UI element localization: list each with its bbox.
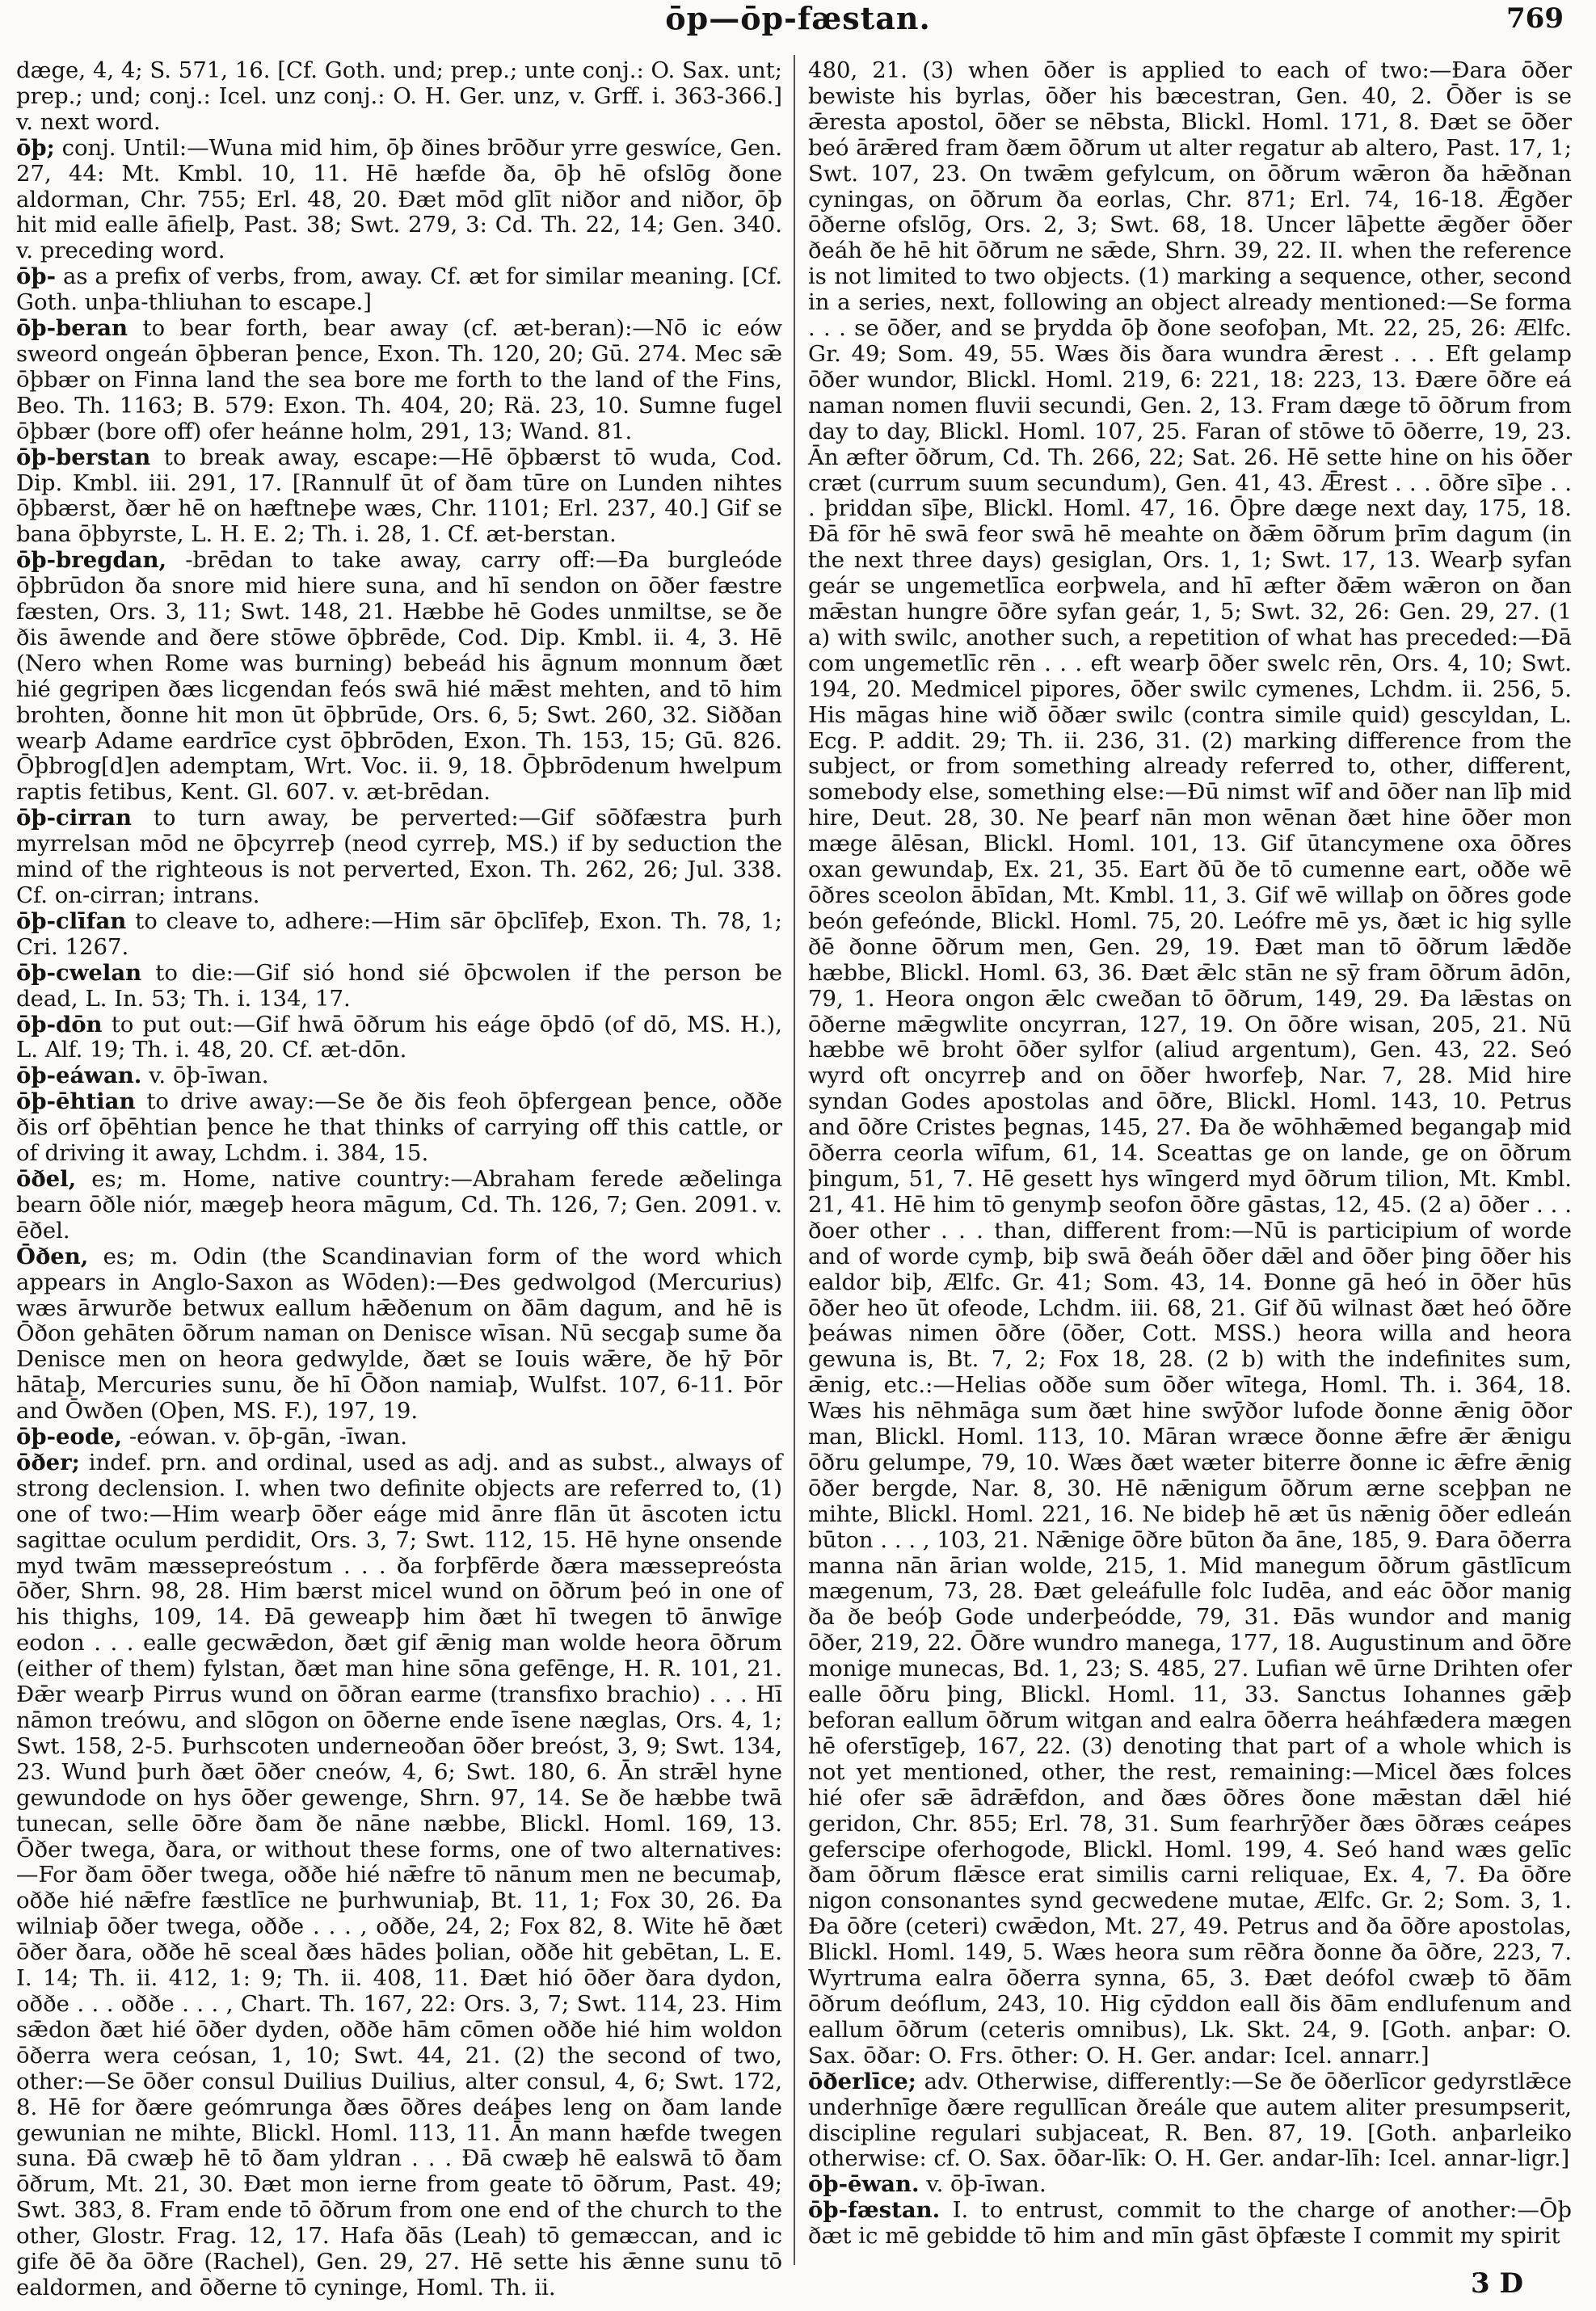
entry-text: to break away, escape:—Hē ōþbærst tō wuda, Cod. Dip. Kmbl. iii. 291, 17. [Rannulf ūt of ðam tūre on Lunden nihtes ōþbærst, ðær hē on hæftneþe wæs, Chr. 1101; Erl. 237, 40.] Gif se bana ōþbyrste, L. H. E. 2; Th. i. 28, 1. Cf. æt-berstan. xyxy=(16,444,782,548)
entry-text: to bear forth, bear away (cf. æt-beran):—Nō ic eów sweord ongeán ōþberan þence, Exon. Th. 120, 20; Gū. 274. Mec sǣ ōþbær on Finna land the sea bore me forth to the land of the Fins, Beo. Th. 1163; B. 579: Exon. Th. 404, 20; Rä. 23, 10. Sumne fugel ōþbær (bore off) ofer heánne holm, 291, 13; Wand. 81. xyxy=(16,315,782,444)
headword: ōþ-bregdan, xyxy=(16,547,167,574)
entry-text: es; m. Home, native country:—Abraham ferede æðelinga bearn ōðle niór, mægeþ heora māgum, Cd. Th. 126, 7; Gen. 2091. v. ēðel. xyxy=(16,1165,783,1244)
headword: ōðel, xyxy=(16,1165,77,1192)
column-divider xyxy=(794,55,795,2265)
dictionary-entry xyxy=(16,1167,782,1244)
dictionary-entry xyxy=(808,2069,1572,2173)
dictionary-entry xyxy=(16,1244,782,1425)
page-header xyxy=(0,0,1596,42)
dictionary-entry xyxy=(16,548,782,806)
dictionary-entry xyxy=(808,2198,1572,2250)
dictionary-entry xyxy=(16,806,782,909)
entry-text: dæge, 4, 4; S. 571, 16. [Cf. Goth. und; prep.; unte conj.: O. Sax. unt; prep.; und; conj.: Icel. unz conj.: O. H. Ger. unz, v. Grff. i. 363-366.] v. next word. xyxy=(16,57,782,135)
headword: ōþ-berstan xyxy=(16,444,151,470)
headword: ōþ-ēhtian xyxy=(16,1088,136,1115)
entry-text: -eówan. v. ōþ-gān, -īwan. xyxy=(128,1424,408,1450)
headword: ōþ; xyxy=(16,134,55,161)
dictionary-entry xyxy=(16,1450,782,2301)
signature-mark: 3 D xyxy=(1471,2267,1523,2300)
dictionary-entry xyxy=(16,1089,782,1167)
entry-text: v. ōþ-īwan. xyxy=(149,1063,269,1089)
headword: ōþ-clīfan xyxy=(16,907,127,934)
dictionary-entry xyxy=(16,961,782,1012)
dictionary-entry xyxy=(16,316,782,445)
dictionary-entry xyxy=(16,1012,782,1064)
entry-text: to die:—Gif sió hond sié ōþcwolen if the person be dead, L. In. 53; Th. i. 134, 17. xyxy=(16,959,782,1012)
headword: ōþ-ēwan. xyxy=(808,2171,920,2198)
dictionary-entry xyxy=(16,909,782,961)
dictionary-entry xyxy=(16,58,782,136)
entry-text: to drive away:—Se ðe ðis feoh ōþfergean þence, oððe ðis orf ōþēhtian þence he that thinks of carrying off this cattle, or of driving it away, Lchdm. i. 384, 15. xyxy=(16,1088,782,1167)
headword: ōþ-eáwan. xyxy=(16,1063,142,1089)
headword: ōþ- xyxy=(16,263,56,290)
running-head: ōp—ōp-fæstan. xyxy=(665,0,931,36)
left-column xyxy=(16,57,783,2300)
headword: Ōðen, xyxy=(16,1243,89,1269)
headword: ōþ-cwelan xyxy=(16,959,142,986)
headword: ōþ-cirran xyxy=(16,805,132,831)
dictionary-entry xyxy=(16,1063,782,1089)
entry-text: conj. Until:—Wuna mid him, ōþ ðines brōður yrre geswíce, Gen. 27, 44: Mt. Kmbl. 10, 11. Hē hæfde ða, ōþ hē ofslōg ðone aldorman, Chr. 755; Erl. 48, 20. Ðæt mōd glīt niðor and niðor, ōþ hit mid ealle āfielþ, Past. 38; Swt. 279, 3: Cd. Th. 22, 14; Gen. 340. v. preceding word. xyxy=(16,134,782,264)
entry-text: to cleave to, adhere:—Him sār ōþclīfeþ, Exon. Th. 78, 1; Cri. 1267. xyxy=(16,907,782,960)
entry-text: es; m. Odin (the Scandinavian form of the word which appears in Anglo-Saxon as Wōden):—Ðes gedwolgod (Mercurius) wæs ārwurðe betwux eallum hǣðenum on ðām dagum, and hē is Ōðon gehāten ōðrum naman on Denisce wīsan. Nū secgaþ sume ða Denisce men on heora gedwylde, ðæt se Iouis wǣre, ðe hȳ Þōr hātaþ, Mercuries sunu, ðe hī Ōðon namiaþ, Wulfst. 107, 6-11. Þōr and Ōwðen (Oþen, MS. F.), 197, 19. xyxy=(16,1243,782,1425)
dictionary-entry xyxy=(16,264,782,316)
entry-text: adv. Otherwise, differently:—Se ðe ōðerlīcor gedyrstlǣce underhnīge ðære regullīcan ðreále que autem aliter presumpserit, discipline regulari subjaceat, R. Ben. 87, 19. [Goth. anþarleiko otherwise: cf. O. Sax. ōðar-līk: O. H. Ger. andar-līh: Icel. annar-ligr.] xyxy=(808,2068,1572,2172)
dictionary-entry xyxy=(16,445,782,549)
entry-text: I. to entrust, commit to the charge of another:—Ōþ ðæt ic mē gebidde tō him and mīn gāst ōþfæste I commit my spirit xyxy=(808,2197,1572,2250)
dictionary-entry xyxy=(808,58,1572,2069)
headword: ōþ-dōn xyxy=(16,1011,103,1038)
entry-text: 480, 21. (3) when ōðer is applied to each of two:—Ðara ōðer bewiste his byrlas, ōðer his bæcestran, Gen. 40, 2. Ōðer is se ǣresta apostol, ōðer se nēbsta, Blickl. Homl. 171, 8. Ðæt se ōðer beó ārǣred fram ðæm ōðrum ut alter regatur ab altero, Past. 17, 1; Swt. 107, 23. On twǣm gefylcum, on ōðrum wǣron ða hǣðnan cyningas, on ōðrum ða eorlas, Chr. 871; Erl. 74, 16-18. Ǣgðer ōðerne ofslōg, Ors. 2, 3; Swt. 68, 18. Uncer lāþette ǣgðer ōðer ðeáh ðe hē hit ōðrum ne sǣde, Shrn. 39, 22. II. when the reference is not limited to two objects. (1) marking a sequence, other, second in a series, next, following an object already mentioned:—Se forma . . . se ōðer, and se þrydda ōþ ðone seofoþan, Mt. 22, 25, 26: Ælfc. Gr. 49; Som. 49, 55. Wæs ðis ðara wundra ǣrest . . . Eft gelamp ōðer wundor, Blickl. Homl. 219, 6: 221, 18: 223, 13. Ðære ōðre eá naman nomen fluvii secundi, Gen. 2, 13. Fram dæge tō ōðrum from day to day, Blickl. Homl. 107, 25. Faran of stōwe tō ōðerre, 19, 23. Ān æfter ōðrum, Cd. Th. 266, 22; Sat. 26. Hē sette hine on his ōðer cræt (currum suum secundum), Gen. 41, 43. Ǣrest . . . ōðre sīþe . . . þriddan sīþe, Blickl. Homl. 47, 16. Ōþre dæge next day, 175, 18. Ðā fōr hē swā feor swā hē meahte on ðǣm ōðrum þrīm dagum (in the next three days) gesiglan, Ors. 1, 1; Swt. 17, 13. Wearþ syfan geár se ungemetlīca eorþwela, and hī æfter ðǣm wǣron on ðan mǣstan hungre ōðre syfan geár, 1, 5; Swt. 32, 26: Gen. 29, 27. (1 a) with swilc, another such, a repetition of what has preceded:—Ðā com ungemetlīc rēn . . . eft wearþ ōðer swelc rēn, Ors. 4, 10; Swt. 194, 20. Medmicel pipores, ōðer swilc cymenes, Lchdm. ii. 256, 5. His māgas hine wið ōðær swilc (contra simile quid) gescyldan, L. Ecg. P. addit. 29; Th. ii. 236, 31. (2) marking difference from the subject, or from something already referred to, other, different, somebody else, something else:—Ðū nimst wīf and ōðer nan līþ mid hire, Deut. 28, 30. Ne þearf nān mon wēnan ðæt hine ōðer mon mæge ālēsan, Blickl. Homl. 101, 13. Gif ūtancymene oxa ōðres oxan gewundaþ, Ex. 21, 35. Eart ðū ðe tō cumenne eart, oððe wē ōðres sceolon ābīdan, Mt. Kmbl. 11, 3. Gif wē willaþ on ōðres gode beón gefeónde, Blickl. Homl. 75, 20. Leófre mē ys, ðæt ic hig sylle ðē ðonne ōðrum men, Gen. 29, 19. Ðæt man tō ōðrum lǣdðe hæbbe, Blickl. Homl. 63, 36. Ðæt ǣlc stān ne sȳ fram ōðrum ādōn, 79, 1. Heora ongon ǣlc cweðan tō ōðrum, 149, 29. Ða lǣstas on ōðerne mǣgwlite oncyrran, 127, 19. On ōðre wisan, 205, 21. Nū hæbbe wē broht ōðer sylfor (aliud argentum), Gen. 43, 22. Seó wyrd oft oncyrreþ and on ōðer hworfeþ, Nar. 7, 28. Mid hire syndan Godes apostolas and ōðre, Blickl. Homl. 143, 10. Petrus and ōðre Cristes þegnas, 145, 27. Ða ðe wōhhǣmed begangaþ mid ōðerra ceorla wīfum, 61, 14. Sceattas ge on lande, ge on ōðrum þingum, 51, 7. Hē gesett hys wīngerd myd ōðrum tilion, Mt. Kmbl. 21, 41. Hē him tō genymþ seofon ōðre gāstas, 12, 45. (2 a) ōðer . . . ðoer other . . . than, different from:—Nū is participium of worde and of worde cymþ, biþ swā ðeáh ōðer dǣl and ōðer þing ōðer his ealdor biþ, Ælfc. Gr. 41; Som. 43, 14. Ðonne gā heó in ōðer hūs ōðer heo ūt ofeode, Lchdm. iii. 68, 21. Gif ðū wilnast ðæt heó ōðre þeáwas nimen ōðre (ōðer, Cott. MSS.) heora willa and heora gewuna is, Bt. 7, 2; Fox 18, 28. (2 b) with the indefinites sum, ǣnig, etc.:—Helias oððe sum ōðer wītega, Homl. Th. i. 364, 18. Wæs his nēhmāga sum ðæt hine swȳðor lufode ðonne ǣnig ōðor man, Blickl. Homl. 113, 10. Māran wræce ðonne ǣfre ǣr ǣnigu ōðru gelumpe, 79, 10. Wæs ðæt wæter biterre ðonne ic ǣfre ǣnig ōðer bergde, Nar. 8, 30. Hē nǣnigum ōðrum ærne sceþþan ne mihte, Blickl. Homl. 221, 16. Ne bideþ hē æt ūs nǣnig ōðer edleán būton . . . , 103, 21. Nǣnige ōðre būton ða āne, 185, 9. Ðara ōðerra manna nān ārian wolde, 215, 1. Mid manegum ōðrum gāstlīcum mægenum, 73, 28. Ðæt geleáfulle folc Iudēa, and eác ōðor manig ða ðe beóþ Gode underþeódde, 79, 31. Ðās wundor and manig ōðer, 219, 22. Ōðre wundro manega, 177, 18. Augustinum and ōðre monige munecas, Bd. 1, 23; S. 485, 27. Lufian wē ūrne Drihten ofer ealle ōðru þing, Blickl. Homl. 11, 33. Sanctus Iohannes gǣþ beforan eallum ōðrum witgan and ealra ōðerra heáhfæderа mægen hē oferstīgeþ, 167, 22. (3) denoting that part of a whole which is not yet mentioned, other, the rest, remaining:—Micel ðæs folces hié ofer sǣ ādrǣfdon, and ðæs ōðres ðone mǣstan dǣl hié geridon, Chr. 855; Erl. 78, 31. Sum fearhrȳðer ðæs ōðræs ceápes geferscipe oferhogode, Blickl. Homl. 199, 4. Seó hand wæs gelīc ðam ōðrum flǣsce erat similis carni reliquae, Ex. 4, 7. Ða ōðre nigon consonantes synd gecwedene mutae, Ælfc. Gr. 2; Som. 3, 1. Ða ōðre (ceteri) cwǣdon, Mt. 27, 49. Petrus and ða ōðre apostolas, Blickl. Homl. 149, 5. Wæs heora sum rēðra ðonne ða ōðre, 223, 7. Wyrtruma ealra ōðerra synna, 65, 3. Ðæt deófol cwæþ tō ðām ōðrum deóflum, 243, 10. Hig cȳddon eall ðis ðām endlufenum and eallum ōðrum (ceteris omnibus), Lk. Skt. 24, 9. [Goth. anþar: O. Sax. ōðar: O. Frs. ōther: O. H. Ger. andar: Icel. annarr.] xyxy=(808,57,1572,2069)
entry-text: indef. prn. and ordinal, used as adj. and as subst., always of strong declension. I. when two definite objects are referred to, (1) one of two:—Him wearþ ōðer eáge mid ānre flān ūt āscoten ictu sagittae oculum perdidit, Ors. 3, 7; Swt. 112, 15. Hē hyne onsende myd twām mæssepreóstum . . . ða forþfērde ðæra mæssepreósta ōðer, Shrn. 98, 28. Him bærst micel wund on ōðrum þeó in one of his thighs, 109, 14. Ðā geweарþ him ðæt hī twegen tō ānwīge eodon . . . ealle gecwǣdon, ðæt gif ǣnig man wolde heora ōðrum (either of them) fylstan, ðæt man hine sōna gefēnge, H. R. 101, 21. Ðǣr wearþ Pirrus wund on ōðran earme (transfixo brachio) . . . Hī nāmon treówu, and slōgon on ōðerne ende īsene næglas, Ors. 4, 1; Swt. 158, 2-5. Þurhscoten underneoðan ōðer breóst, 3, 9; Swt. 134, 23. Wund þurh ðæt ōðer cneów, 4, 6; Swt. 180, 6. Ān strǣl hyne gewundode on hys ōðer gewenge, Shrn. 97, 14. Se ðe hæbbe twā tunecan, selle ōðre ðam ðe nāne næbbe, Blickl. Homl. 169, 13. Ōðer twega, ðara, or without these forms, one of two alternatives:—For ðam ōðer twega, oððe hié nǣfre tō nānum men ne becumaþ, oððe hié nǣfre fæstlīce ne þurhwuniaþ, Bt. 11, 1; Fox 30, 26. Ða wilniaþ ōðer twega, oððe . . . , oððe, 24, 2; Fox 82, 8. Wite hē ðæt ōðer ðara, oððe hē sceal ðæs hādes þolian, oððe hit gebētan, L. E. I. 14; Th. ii. 412, 1: 9; Th. ii. 408, 11. Ðæt hió ōðer ðara dydon, oððe . . . oððe . . . , Chart. Th. 167, 22: Ors. 3, 7; Swt. 114, 23. Him sǣdon ðæt hié ōðer dyden, oððe hām cōmen oððe hié him woldon ōðerra wera ceósan, 1, 10; Swt. 44, 21. (2) the second of two, other:—Se ōðer consul Duilius Duilius, alter consul, 4, 6; Swt. 172, 8. Hē for ðære geómrunga ðæs ōðres deáþes leng on ðam lande gewunian ne mihte, Blickl. Homl. 113, 11. Ān mann hæfde twegen suna. Ðā cwæþ hē tō ðam yldran . . . Ðā cwæþ hē ealswā tō ðam ōðrum, Mt. 21, 30. Ðæt mon ierne from geate tō ōðrum, Past. 49; Swt. 383, 8. Fram ende tō ōðrum from one end of the church to the other, Glostr. Frag. 12, 17. Hafa ðās (Leah) tō gemæccan, and ic gife ðē ða ōðre (Rachel), Gen. 29, 27. Hē sette his ǣnne sunu tō ealdormen, and ōðerne tō cyninge, Homl. Th. ii. xyxy=(16,1449,782,2300)
page-number: 769 xyxy=(1506,2,1564,35)
right-column xyxy=(808,58,1572,2256)
entry-text: to turn away, be perverted:—Gif sōðfæstra þurh myrrelsan mōd ne ōþcyrreþ (neod cyrreþ, MS.) if by seduction the mind of the righteous is not perverted, Exon. Th. 262, 26; Jul. 338. Cf. on-cirran; intrans. xyxy=(16,805,782,908)
dictionary-entry xyxy=(16,136,782,265)
headword: ōþ-eode, xyxy=(16,1424,123,1450)
entry-text: to put out:—Gif hwā ōðrum his eáge ōþdō (of dō, MS. H.), L. Alf. 19; Th. i. 48, 20. Cf. æt-dōn. xyxy=(16,1011,782,1063)
entry-text: -brēdan to take away, carry off:—Ða burgleóde ōþbrūdon ða snore mid hiere suna, and hī sendon on ōðer fæstre fæsten, Ors. 3, 11; Swt. 148, 21. Hæbbe hē Godes unmiltse, se ðe ðis āwende and ðere stōwe ōþbrēde, Cod. Dip. Kmbl. ii. 4, 3. Hē (Nero when Rome was burning) bebeád his āgnum monnum ðæt hié gegripen ðæs licgendan feós swā hié mǣst mehten, and tō him brohten, ðonne hit mon ūt ōþbrūde, Ors. 6, 5; Swt. 260, 32. Siððan wearþ Adame eardrīce cyst ōþbrōden, Exon. Th. 153, 15; Gū. 826. Ōþbrog[d]en ademptam, Wrt. Voc. ii. 9, 18. Ōþbrōdenum hwelpum raptis fetibus, Kent. Gl. 607. v. æt-brēdan. xyxy=(16,547,782,806)
entry-text: v. ōþ-īwan. xyxy=(926,2171,1046,2198)
dictionary-entry xyxy=(808,2172,1572,2198)
headword: ōðerlīce; xyxy=(808,2068,916,2094)
headword: ōðer; xyxy=(16,1449,80,1475)
entry-text: as a prefix of verbs, from, away. Cf. æt for similar meaning. [Cf. Goth. unþa-thliuhan to escape.] xyxy=(16,263,782,316)
dictionary-entry xyxy=(16,1425,782,1450)
headword: ōþ-fæstan. xyxy=(808,2197,941,2224)
headword: ōþ-beran xyxy=(16,315,128,342)
